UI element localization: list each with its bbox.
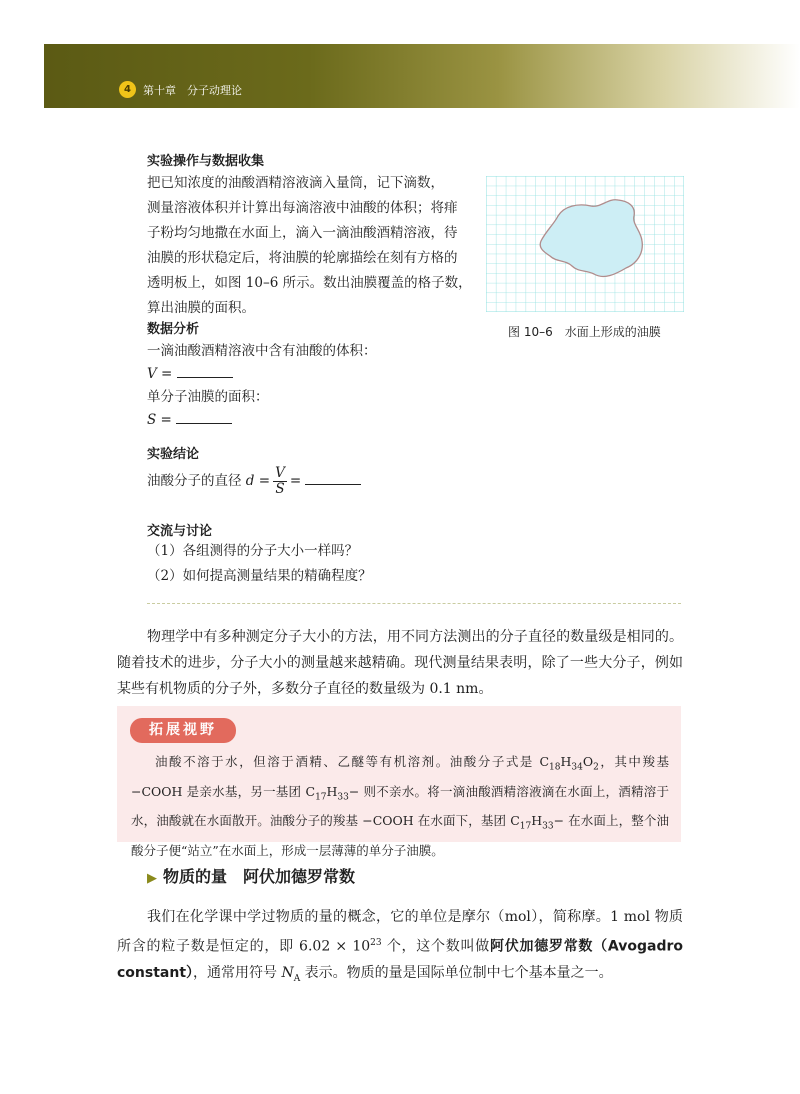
analysis-line-volume: 一滴油酸酒精溶液中含有油酸的体积： (147, 343, 377, 359)
conclusion-prefix: 油酸分子的直径 (147, 473, 242, 489)
d-symbol: d (245, 473, 255, 489)
figure-caption: 图 10–6 水面上形成的油膜 (508, 325, 661, 339)
fraction-denominator: S (275, 481, 285, 497)
volume-formula: V = (147, 362, 233, 387)
paragraph-avogadro: 我们在化学课中学过物质的量的概念，它的单位是摩尔（mol），简称摩。1 mol 物质所含的粒子数是恒定的，即 $6.02 \times 10^{23}$ 个，这个数叫做阿伏加德罗常数（Avogadro constant），通常用符号 $N_A$ 表示。物质的量是国际单位制中七个基本量之一。 (117, 909, 684, 984)
area-blank (176, 411, 232, 424)
avogadro-term: 阿伏加德罗常数（Avogadro constant） (117, 938, 684, 981)
oil-film-grid-figure (486, 176, 684, 312)
discussion-question: （1）各组测得的分子大小一样吗？ (147, 543, 359, 559)
diameter-formula: 油酸分子的直径 d = $\frac{V}{S}$ = (147, 466, 361, 497)
extension-badge: 拓展视野 (130, 718, 236, 743)
experiment-line: 子粉均匀地撒在水面上，滴入一滴油酸酒精溶液，待 (147, 225, 458, 241)
triangle-bullet-icon: ▶ (147, 871, 157, 886)
diameter-blank (305, 472, 361, 485)
experiment-line: 油膜的形状稳定后，将油膜的轮廓描绘在刻有方格的 (147, 250, 458, 266)
fraction (273, 466, 287, 497)
dashed-divider (147, 603, 681, 604)
extension-text: 油酸不溶于水，但溶于酒精、乙醚等有机溶剂。油酸分子式是 $C_{18}H_{34}O_2$，其中羧基 −COOH 是亲水基，另一基团 $C_{17}H_{33}-$ 则不亲水。将一滴油酸酒精溶液滴在水面上，酒精溶于水，油酸就在水面散开。油酸分子的羧基 −COOH 在水面下，基团 $C_{17}H_{33}-$ 在水面上，整个油酸分子便“站立”在水面上，形成一层薄薄的单分子油膜。 (131, 754, 670, 858)
chapter-header-band (44, 44, 800, 108)
analysis-line-area: 单分子油膜的面积： (147, 389, 269, 405)
discussion-question: （2）如何提高测量结果的精确程度？ (147, 568, 372, 584)
experiment-line: 把已知浓度的油酸酒精溶液滴入量筒，记下滴数， (147, 175, 444, 191)
conclusion-heading: 实验结论 (147, 447, 200, 462)
area-formula: S = (147, 408, 232, 433)
discussion-heading: 交流与讨论 (147, 524, 213, 539)
experiment-line: 透明板上，如图 10–6 所示。数出油膜覆盖的格子数， (147, 275, 472, 291)
page-number: 4 (119, 81, 136, 98)
chapter-title: 第十章 分子动理论 (143, 84, 242, 97)
paragraph-molecule-size: 物理学中有多种测定分子大小的方法，用不同方法测出的分子直径的数量级是相同的。随着技术的进步，分子大小的测量越来越精确。现代测量结果表明，除了一些大分子，例如某些有机物质的分子外，多数分子直径的数量级为 0.1 nm。 (117, 629, 683, 697)
v-symbol: V (147, 366, 157, 382)
experiment-line: 测量溶液体积并计算出每滴溶液中油酸的体积；将痱 (147, 200, 458, 216)
analysis-heading: 数据分析 (147, 322, 200, 337)
section-title: ▶ 物质的量 阿伏加德罗常数 (147, 867, 356, 886)
experiment-heading: 实验操作与数据收集 (147, 154, 265, 169)
experiment-line: 算出油膜的面积。 (147, 300, 255, 316)
s-symbol: S (147, 412, 157, 428)
fraction-numerator: V (275, 465, 285, 481)
volume-blank (177, 365, 233, 378)
